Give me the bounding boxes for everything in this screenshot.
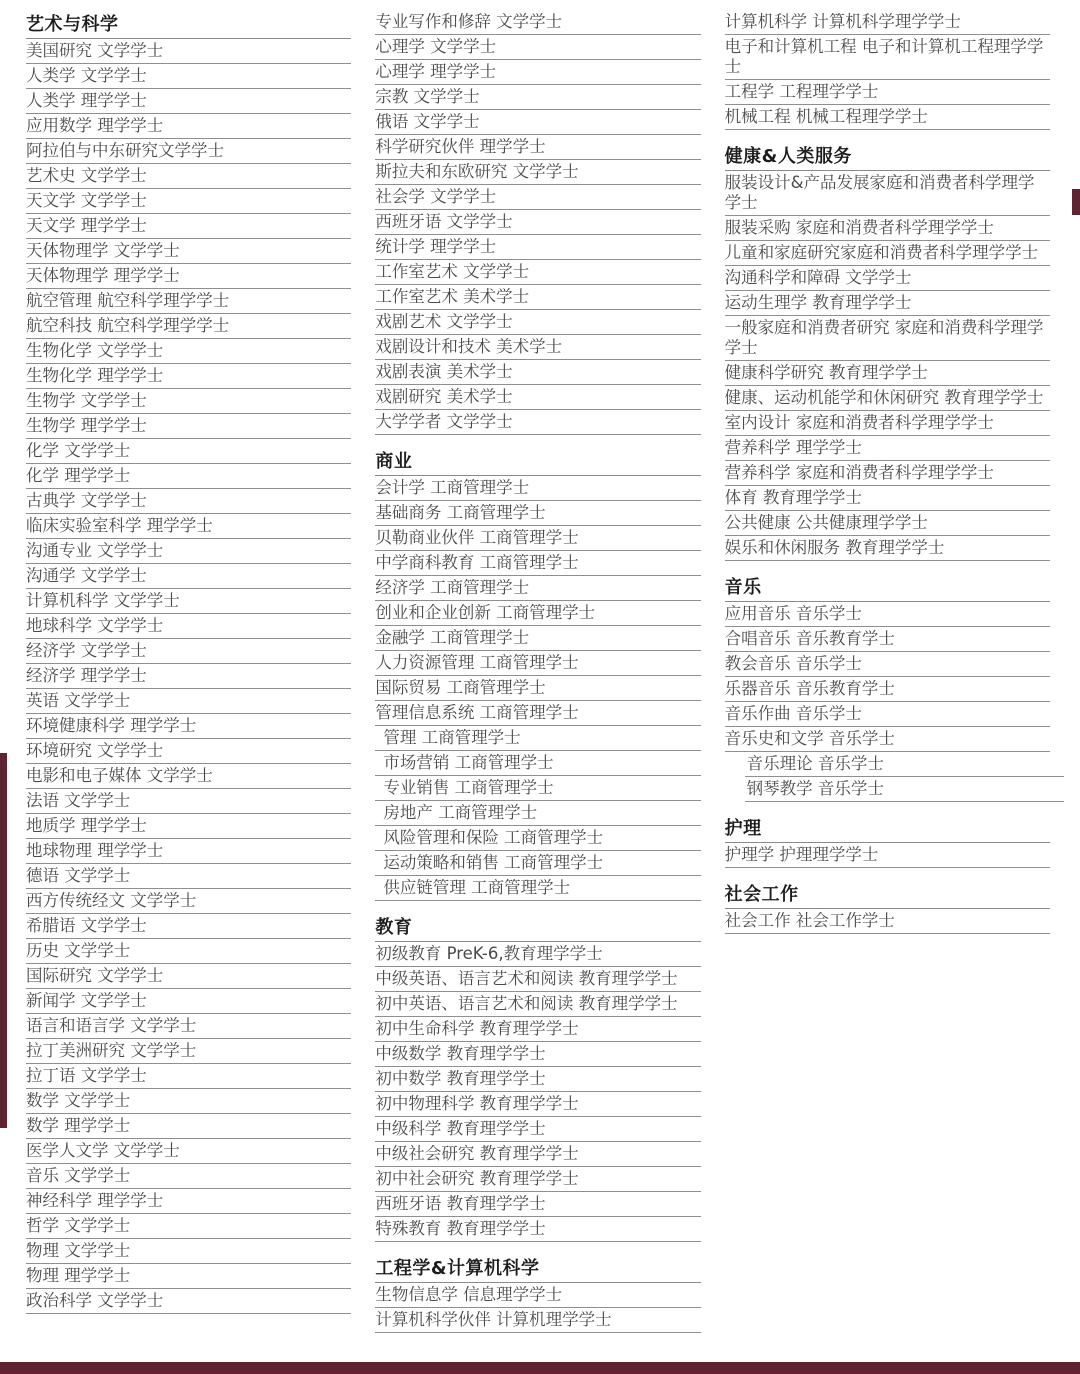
program-item: 合唱音乐 音乐教育学士 (725, 627, 1050, 652)
program-item: 儿童和家庭研究家庭和消费者科学理学学士 (725, 241, 1050, 266)
program-item: 健康、运动机能学和休闲研究 教育理学学士 (725, 386, 1050, 411)
program-item: 化学 理学学士 (26, 464, 351, 489)
program-item: 体育 教育理学学士 (725, 486, 1050, 511)
program-item: 应用数学 理学学士 (26, 114, 351, 139)
program-item: 服装采购 家庭和消费者科学理学学士 (725, 216, 1050, 241)
program-item: 政治科学 文学学士 (26, 1289, 351, 1314)
program-item: 拉丁美洲研究 文学学士 (26, 1039, 351, 1064)
program-item: 工作室艺术 文学学士 (375, 260, 700, 285)
program-item: 专业写作和修辞 文学学士 (375, 10, 700, 35)
program-item: 国际贸易 工商管理学士 (375, 676, 700, 701)
program-item: 社会学 文学学士 (375, 185, 700, 210)
program-item: 古典学 文学学士 (26, 489, 351, 514)
program-item: 运动生理学 教育理学学士 (725, 291, 1050, 316)
program-item: 乐器音乐 音乐教育学士 (725, 677, 1050, 702)
program-item: 国际研究 文学学士 (26, 964, 351, 989)
program-item: 环境研究 文学学士 (26, 739, 351, 764)
program-item: 音乐作曲 音乐学士 (725, 702, 1050, 727)
program-item: 室内设计 家庭和消费者科学理学学士 (725, 411, 1050, 436)
program-item: 风险管理和保险 工商管理学士 (375, 826, 700, 851)
program-item: 沟通专业 文学学士 (26, 539, 351, 564)
program-item: 贝勒商业伙伴 工商管理学士 (375, 526, 700, 551)
column-1 (26, 10, 351, 1333)
program-item: 机械工程 机械工程理学学士 (725, 105, 1050, 130)
program-item: 服装设计&产品发展家庭和消费者科学理学学士 (725, 171, 1050, 216)
program-item: 特殊教育 教育理学学士 (375, 1217, 700, 1242)
program-item: 基础商务 工商管理学士 (375, 501, 700, 526)
program-item: 中级数学 教育理学学士 (375, 1042, 700, 1067)
program-item: 娱乐和休闲服务 教育理学学士 (725, 536, 1050, 561)
program-item: 天文学 理学学士 (26, 214, 351, 239)
section-title: 工程学&计算机科学 (375, 1254, 700, 1283)
program-item: 社会工作 社会工作学士 (725, 909, 1050, 934)
program-item: 数学 理学学士 (26, 1114, 351, 1139)
program-item: 生物学 文学学士 (26, 389, 351, 414)
program-item: 生物学 理学学士 (26, 414, 351, 439)
program-item: 宗教 文学学士 (375, 85, 700, 110)
program-item: 科学研究伙伴 理学学士 (375, 135, 700, 160)
program-item: 德语 文学学士 (26, 864, 351, 889)
program-item: 创业和企业创新 工商管理学士 (375, 601, 700, 626)
program-item: 音乐 文学学士 (26, 1164, 351, 1189)
program-item: 运动策略和销售 工商管理学士 (375, 851, 700, 876)
program-item: 戏剧艺术 文学学士 (375, 310, 700, 335)
right-accent-bar (1072, 189, 1080, 215)
program-item: 金融学 工商管理学士 (375, 626, 700, 651)
program-item: 英语 文学学士 (26, 689, 351, 714)
program-item: 物理 理学学士 (26, 1264, 351, 1289)
program-item: 数学 文学学士 (26, 1089, 351, 1114)
program-item: 沟通科学和障碍 文学学士 (725, 266, 1050, 291)
program-item: 音乐史和文学 音乐学士 (725, 727, 1050, 752)
program-item: 中级科学 教育理学学士 (375, 1117, 700, 1142)
program-item: 教会音乐 音乐学士 (725, 652, 1050, 677)
program-item: 戏剧表演 美术学士 (375, 360, 700, 385)
program-item: 初中社会研究 教育理学学士 (375, 1167, 700, 1192)
program-item: 艺术史 文学学士 (26, 164, 351, 189)
section-title: 商业 (375, 447, 700, 476)
program-item: 初中生命科学 教育理学学士 (375, 1017, 700, 1042)
program-item: 计算机科学 文学学士 (26, 589, 351, 614)
program-item: 供应链管理 工商管理学士 (375, 876, 700, 901)
program-item: 生物化学 理学学士 (26, 364, 351, 389)
program-item: 专业销售 工商管理学士 (375, 776, 700, 801)
program-item: 天体物理学 理学学士 (26, 264, 351, 289)
left-accent-bar (0, 753, 7, 1128)
program-item: 会计学 工商管理学士 (375, 476, 700, 501)
column-3 (725, 10, 1050, 1333)
program-item: 法语 文学学士 (26, 789, 351, 814)
program-item: 临床实验室科学 理学学士 (26, 514, 351, 539)
program-item: 人类学 理学学士 (26, 89, 351, 114)
program-item: 营养科学 理学学士 (725, 436, 1050, 461)
program-item: 中级社会研究 教育理学学士 (375, 1142, 700, 1167)
program-item: 电影和电子媒体 文学学士 (26, 764, 351, 789)
program-item: 营养科学 家庭和消费者科学理学学士 (725, 461, 1050, 486)
program-item: 戏剧研究 美术学士 (375, 385, 700, 410)
program-item: 经济学 文学学士 (26, 639, 351, 664)
program-item: 市场营销 工商管理学士 (375, 751, 700, 776)
program-item: 中学商科教育 工商管理学士 (375, 551, 700, 576)
program-item: 化学 文学学士 (26, 439, 351, 464)
program-item: 经济学 理学学士 (26, 664, 351, 689)
program-item: 初中数学 教育理学学士 (375, 1067, 700, 1092)
program-item: 物理 文学学士 (26, 1239, 351, 1264)
program-item: 公共健康 公共健康理学学士 (725, 511, 1050, 536)
program-item: 阿拉伯与中东研究文学学士 (26, 139, 351, 164)
program-item: 计算机科学伙伴 计算机理学学士 (375, 1308, 700, 1333)
program-item: 戏剧设计和技术 美术学士 (375, 335, 700, 360)
program-item: 统计学 理学学士 (375, 235, 700, 260)
program-item: 西班牙语 文学学士 (375, 210, 700, 235)
program-item: 初级教育 PreK-6,教育理学学士 (375, 942, 700, 967)
program-item: 生物信息学 信息理学学士 (375, 1283, 700, 1308)
program-item: 西班牙语 教育理学学士 (375, 1192, 700, 1217)
program-item: 地球物理 理学学士 (26, 839, 351, 864)
program-item: 医学人文学 文学学士 (26, 1139, 351, 1164)
program-item: 人类学 文学学士 (26, 64, 351, 89)
program-item: 天体物理学 文学学士 (26, 239, 351, 264)
program-item: 管理信息系统 工商管理学士 (375, 701, 700, 726)
program-item: 西方传统经文 文学学士 (26, 889, 351, 914)
program-item: 一般家庭和消费者研究 家庭和消费科学理学学士 (725, 316, 1050, 361)
program-item: 拉丁语 文学学士 (26, 1064, 351, 1089)
program-item: 计算机科学 计算机科学理学学士 (725, 10, 1050, 35)
bottom-accent-bar (0, 1362, 1080, 1374)
section-title: 艺术与科学 (26, 10, 351, 39)
section-title: 教育 (375, 913, 700, 942)
program-item: 工作室艺术 美术学士 (375, 285, 700, 310)
program-item: 斯拉夫和东欧研究 文学学士 (375, 160, 700, 185)
program-item: 新闻学 文学学士 (26, 989, 351, 1014)
program-item: 哲学 文学学士 (26, 1214, 351, 1239)
section-title: 社会工作 (725, 880, 1050, 909)
program-item: 电子和计算机工程 电子和计算机工程理学学士 (725, 35, 1050, 80)
program-item: 希腊语 文学学士 (26, 914, 351, 939)
program-item: 中级英语、语言艺术和阅读 教育理学学士 (375, 967, 700, 992)
program-item: 大学学者 文学学士 (375, 410, 700, 435)
program-item: 美国研究 文学学士 (26, 39, 351, 64)
program-item: 房地产 工商管理学士 (375, 801, 700, 826)
program-item: 地质学 理学学士 (26, 814, 351, 839)
program-item: 历史 文学学士 (26, 939, 351, 964)
program-item: 环境健康科学 理学学士 (26, 714, 351, 739)
program-item: 地球科学 文学学士 (26, 614, 351, 639)
program-item: 经济学 工商管理学士 (375, 576, 700, 601)
program-item: 工程学 工程理学学士 (725, 80, 1050, 105)
program-item: 初中英语、语言艺术和阅读 教育理学学士 (375, 992, 700, 1017)
program-item: 语言和语言学 文学学士 (26, 1014, 351, 1039)
program-item: 俄语 文学学士 (375, 110, 700, 135)
program-item: 心理学 文学学士 (375, 35, 700, 60)
program-item: 航空管理 航空科学理学学士 (26, 289, 351, 314)
program-item: 钢琴教学 音乐学士 (745, 777, 1064, 802)
program-item: 健康科学研究 教育理学学士 (725, 361, 1050, 386)
program-item: 沟通学 文学学士 (26, 564, 351, 589)
section-title: 音乐 (725, 573, 1050, 602)
program-item: 神经科学 理学学士 (26, 1189, 351, 1214)
program-item: 生物化学 文学学士 (26, 339, 351, 364)
program-item: 人力资源管理 工商管理学士 (375, 651, 700, 676)
program-item: 航空科技 航空科学理学学士 (26, 314, 351, 339)
section-title: 健康&人类服务 (725, 142, 1050, 171)
program-item: 护理学 护理理学学士 (725, 843, 1050, 868)
program-item: 音乐理论 音乐学士 (745, 752, 1064, 777)
program-item: 应用音乐 音乐学士 (725, 602, 1050, 627)
column-2 (375, 10, 700, 1333)
program-item: 初中物理科学 教育理学学士 (375, 1092, 700, 1117)
section-title: 护理 (725, 814, 1050, 843)
program-item: 管理 工商管理学士 (375, 726, 700, 751)
program-item: 心理学 理学学士 (375, 60, 700, 85)
program-item: 天文学 文学学士 (26, 189, 351, 214)
